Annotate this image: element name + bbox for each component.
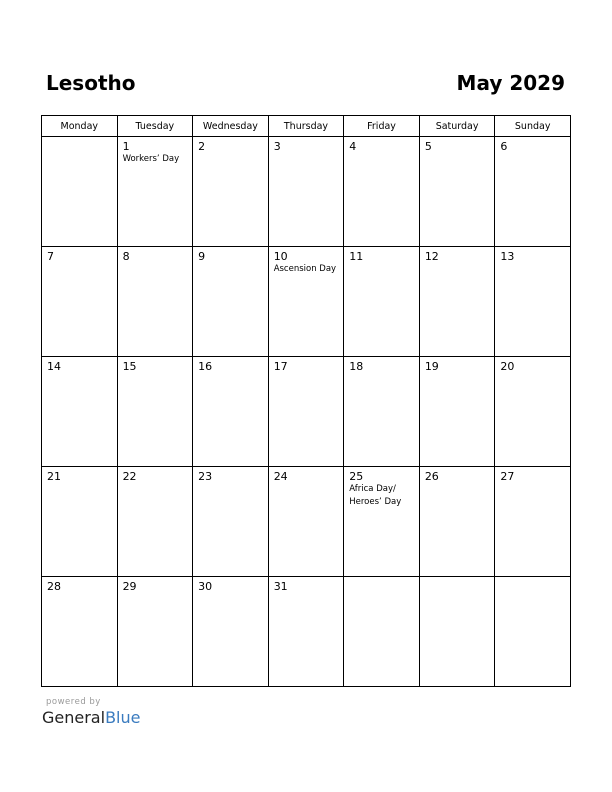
day-content — [118, 577, 193, 593]
day-cell — [42, 467, 118, 577]
day-cell — [268, 247, 344, 357]
day-cell — [419, 357, 495, 467]
day-number: 29 — [122, 580, 137, 593]
day-cell — [344, 137, 420, 247]
day-number: 22 — [122, 470, 137, 483]
day-number: 8 — [122, 250, 130, 263]
day-content — [420, 467, 495, 483]
day-number: 4 — [349, 140, 357, 153]
day-cell — [268, 467, 344, 577]
day-cell — [344, 577, 420, 687]
day-cell — [344, 467, 420, 577]
weekday-header: Wednesday — [193, 116, 269, 137]
day-number: 10 — [273, 250, 288, 263]
day-number: 20 — [500, 360, 515, 373]
day-number: 3 — [273, 140, 281, 153]
day-number: 15 — [122, 360, 137, 373]
day-cell — [193, 137, 269, 247]
day-cell — [193, 357, 269, 467]
day-cell — [193, 467, 269, 577]
day-content — [420, 357, 495, 373]
day-content — [420, 577, 495, 580]
day-number: 7 — [47, 250, 54, 263]
day-content — [269, 247, 344, 276]
weekday-header: Sunday — [495, 116, 571, 137]
day-content — [118, 247, 193, 263]
weekday-header: Monday — [42, 116, 118, 137]
day-content — [495, 577, 570, 580]
day-content — [118, 467, 193, 483]
day-number: 6 — [500, 140, 508, 153]
day-content — [193, 357, 268, 373]
day-cell — [419, 577, 495, 687]
day-number: 26 — [424, 470, 439, 483]
day-cell — [419, 247, 495, 357]
day-number: 23 — [198, 470, 213, 483]
day-number: 14 — [47, 360, 61, 373]
day-cell — [344, 247, 420, 357]
holiday-label: Ascension Day — [273, 264, 337, 274]
day-content — [344, 467, 419, 509]
day-number: 18 — [349, 360, 364, 373]
day-content — [495, 467, 570, 483]
day-content — [269, 467, 344, 483]
day-content — [495, 137, 570, 153]
month-year-title: May 2029 — [456, 71, 565, 95]
day-number: 21 — [47, 470, 61, 483]
brand-general-text: General — [42, 708, 106, 727]
holiday-label: Workers’ Day — [122, 154, 180, 164]
day-content — [420, 137, 495, 153]
day-cell — [193, 247, 269, 357]
day-content — [193, 247, 268, 263]
day-number: 16 — [198, 360, 213, 373]
day-number: 1 — [122, 140, 130, 153]
day-content — [269, 577, 344, 593]
day-number: 27 — [500, 470, 515, 483]
day-number: 12 — [424, 250, 439, 263]
day-content — [118, 357, 193, 373]
day-content — [269, 357, 344, 373]
day-cell — [344, 357, 420, 467]
day-cell — [268, 137, 344, 247]
day-cell — [117, 247, 193, 357]
day-content — [193, 467, 268, 483]
week-row — [42, 467, 571, 577]
day-content — [420, 247, 495, 263]
day-content — [344, 357, 419, 373]
weekday-header: Saturday — [419, 116, 495, 137]
day-content — [269, 137, 344, 153]
day-number: 9 — [198, 250, 206, 263]
week-row — [42, 577, 571, 687]
day-content — [193, 577, 268, 593]
day-content — [42, 577, 117, 593]
day-cell — [268, 577, 344, 687]
calendar-grid — [41, 115, 571, 687]
day-content — [118, 137, 193, 166]
day-cell — [42, 357, 118, 467]
day-content — [344, 137, 419, 153]
day-cell — [495, 247, 571, 357]
day-cell — [42, 137, 118, 247]
day-cell — [193, 577, 269, 687]
powered-by-text: powered by — [46, 697, 101, 707]
day-content — [344, 247, 419, 263]
day-cell — [495, 357, 571, 467]
weekday-header: Thursday — [268, 116, 344, 137]
day-cell — [117, 467, 193, 577]
day-number: 11 — [349, 250, 364, 263]
day-number: 25 — [349, 470, 364, 483]
day-cell — [268, 357, 344, 467]
weekday-header: Tuesday — [117, 116, 193, 137]
day-cell — [419, 467, 495, 577]
day-number: 30 — [198, 580, 213, 593]
weekday-header: Friday — [344, 116, 420, 137]
day-cell — [117, 357, 193, 467]
day-number: 2 — [198, 140, 206, 153]
day-cell — [495, 137, 571, 247]
week-row — [42, 137, 571, 247]
holiday-label: Africa Day/ Heroes’ Day — [349, 484, 402, 507]
day-cell — [42, 577, 118, 687]
day-cell — [495, 577, 571, 687]
brand-blue-text: Blue — [105, 708, 141, 727]
week-row — [42, 357, 571, 467]
day-number: 19 — [424, 360, 439, 373]
day-cell — [419, 137, 495, 247]
day-number: 24 — [273, 470, 288, 483]
brand-logo — [42, 708, 140, 727]
day-cell — [495, 467, 571, 577]
day-number: 17 — [273, 360, 288, 373]
country-title: Lesotho — [46, 71, 136, 95]
day-content — [42, 357, 117, 373]
day-number: 5 — [424, 140, 432, 153]
day-content — [42, 467, 117, 483]
day-number: 31 — [273, 580, 288, 593]
weekday-header-row — [42, 116, 571, 137]
day-content — [344, 577, 419, 580]
day-content — [193, 137, 268, 153]
day-number: 13 — [500, 250, 515, 263]
day-content — [42, 137, 117, 140]
day-number: 28 — [47, 580, 61, 593]
day-content — [495, 357, 570, 373]
day-cell — [42, 247, 118, 357]
day-cell — [117, 137, 193, 247]
day-content — [42, 247, 117, 263]
day-cell — [117, 577, 193, 687]
week-row — [42, 247, 571, 357]
day-content — [495, 247, 570, 263]
